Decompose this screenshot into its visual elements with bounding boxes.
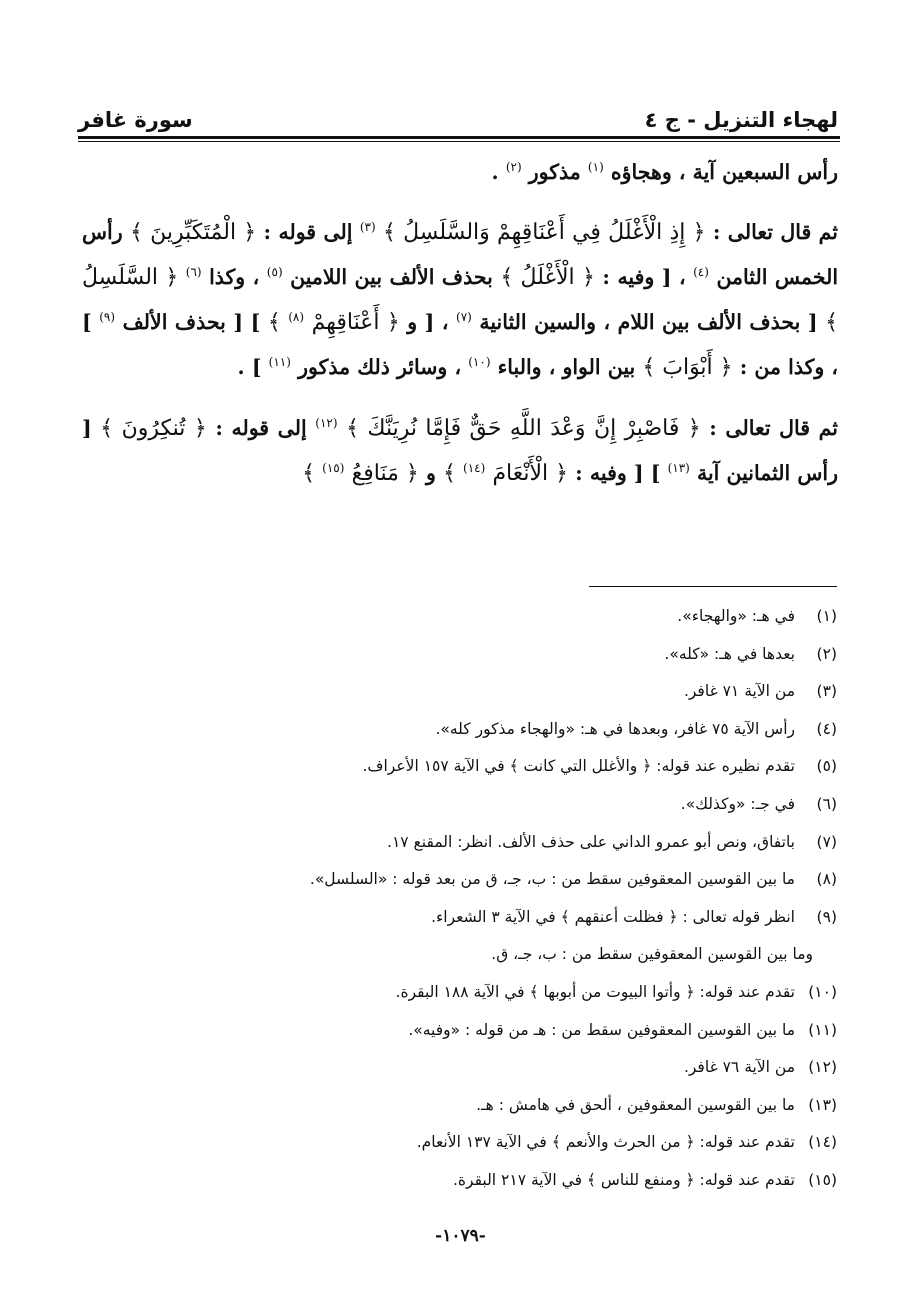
footnote-ref: (٥) <box>266 265 283 280</box>
text-run: و <box>425 461 436 485</box>
quran-quote: ﴿ مَنَافِعُ <box>351 461 419 486</box>
quran-quote: ﴿ فَاصْبِرْ إِنَّ وَعْدَ اللَّهِ حَقٌّ فَإِمَّا نُرِيَنَّكَ ﴾ <box>346 416 701 441</box>
footnote-item <box>117 1049 837 1087</box>
footnotes-list <box>117 598 837 1200</box>
footnote-text: ما بين القوسين المعقوفين سقط من : ب، جـ، ق من بعد قوله : «السلسل». <box>309 870 795 889</box>
footnote-text: رأس الآية ٧٥ غافر، وبعدها في هـ: «والهجاء مذكور كله». <box>435 719 795 738</box>
footnote-item <box>117 1124 837 1162</box>
footnote-text: انظر قوله تعالى : ﴿ فظلت أعنقهم ﴾ في الآية ٣ الشعراء. <box>431 907 795 926</box>
footnote-ref: (١٣) <box>667 461 690 476</box>
footnote-ref: (٤) <box>693 265 709 280</box>
footnote-text: ما بين القوسين المعقوفين ، ألحق في هامش : هـ. <box>476 1095 795 1114</box>
footnote-number: (٤) <box>816 719 837 738</box>
footnote-text: في هـ: «والهجاء». <box>677 607 795 625</box>
footnote-item <box>117 974 837 1012</box>
quran-quote: ﴿ الْأَغْلَلُ ﴾ <box>500 265 595 290</box>
footnote-number: (١) <box>816 607 837 625</box>
text-run: إلى قوله : <box>206 416 307 440</box>
footnote-number: (٩) <box>816 907 837 926</box>
footnote-ref: (١١) <box>268 355 291 370</box>
footnote-number: (١١) <box>808 1020 837 1039</box>
paragraph-1 <box>82 150 838 194</box>
footnote-number: (٥) <box>816 757 837 776</box>
text-run: مذكور <box>528 160 581 184</box>
footnote-number <box>813 936 855 974</box>
text-run: ، [ وفيه : <box>594 265 686 289</box>
footnote-text: ما بين القوسين المعقوفين سقط من : هـ من قوله : «وفيه». <box>408 1020 795 1039</box>
footnote-ref: (١٠) <box>468 355 491 370</box>
footnote-text: تقدم نظيره عند قوله: ﴿ والأغلل التي كانت ﴾ في الآية ١٥٧ الأعراف. <box>362 757 795 776</box>
footnote-item <box>117 1012 837 1050</box>
footnote-item <box>117 673 837 711</box>
quran-bracket: ﴾ <box>443 461 456 486</box>
footnote-number: (١٠) <box>808 982 837 1001</box>
footnote-text: تقدم عند قوله: ﴿ من الحرث والأنعم ﴾ في الآية ١٣٧ الأنعام. <box>416 1133 795 1152</box>
footnote-number: (٨) <box>816 870 837 889</box>
footnote-item <box>117 598 837 636</box>
footnote-continuation <box>117 936 855 974</box>
text-run: [ بحذف الألف بين اللام ، والسين الثانية <box>479 310 818 334</box>
footnote-ref: (١) <box>587 160 604 175</box>
text-run: ] [ بحذف الألف <box>122 310 261 334</box>
footnote-number: (٦) <box>816 794 837 813</box>
running-head <box>78 88 838 132</box>
footnote-item <box>117 748 837 786</box>
footnote-text: من الآية ٧١ غافر. <box>683 682 795 701</box>
footnote-text: باتفاق، ونص أبو عمرو الداني على حذف الألف. انظر: المقنع ١٧. <box>387 832 795 851</box>
quran-quote: ﴿ أَبْوَابَ ﴾ <box>642 355 733 380</box>
text-run: إلى قوله : <box>256 220 353 244</box>
main-text <box>82 150 838 512</box>
quran-bracket: ﴾ <box>267 310 281 335</box>
quran-quote: ﴿ أَعْنَاقِهِمْ <box>311 310 400 335</box>
footnote-number: (١٤) <box>808 1133 837 1152</box>
footnote-rule <box>589 586 837 587</box>
footnote-ref: (١٤) <box>463 461 486 476</box>
footnote-number: (١٥) <box>808 1170 837 1189</box>
footnote-text: من الآية ٧٦ غافر. <box>683 1058 795 1077</box>
text-run: ثم قال تعالى : <box>700 416 838 440</box>
text-run: ] . <box>237 355 262 379</box>
text-run: ، [ و <box>407 310 449 334</box>
footnote-text: وما بين القوسين المعقوفين سقط من : ب، جـ، ق. <box>491 945 813 964</box>
text-run: رأس السبعين آية ، وهجاؤه <box>610 160 838 184</box>
footnote-item <box>117 1087 837 1125</box>
quran-quote: ﴿ الْمُتَكَبِّرِينَ ﴾ <box>129 220 257 245</box>
footnote-ref: (٢) <box>505 160 522 175</box>
footnote-number: (١٢) <box>808 1058 837 1077</box>
quran-quote: ﴿ إِذِ الْأَغْلَلُ فِي أَعْنَاقِهِمْ وَالسَّلَسِلُ ﴾ <box>383 220 706 245</box>
text-run: بين الواو ، والباء <box>497 355 636 379</box>
text-run: ، وسائر ذلك مذكور <box>298 355 462 379</box>
footnote-item <box>117 1162 837 1200</box>
footnote-number: (٧) <box>816 832 837 851</box>
footnote-item <box>117 899 837 937</box>
quran-bracket: ﴾ <box>302 461 316 486</box>
footnote-item <box>117 711 837 749</box>
footnote-text: في جـ: «وكذلك». <box>680 794 795 813</box>
footnote-text: تقدم عند قوله: ﴿ ومنفع للناس ﴾ في الآية ٢١٧ البقرة. <box>452 1170 795 1189</box>
footnote-number: (٣) <box>816 682 837 701</box>
text-run: ] [ وفيه : <box>568 461 661 485</box>
text-run: بحذف الألف بين اللامين <box>290 265 493 289</box>
text-run: ، وكذا <box>209 265 260 289</box>
footnote-ref: (٨) <box>288 310 305 325</box>
text-run: [ رأس الثمانين آية <box>82 416 838 485</box>
footnote-ref: (٦) <box>185 265 202 280</box>
footnote-text: بعدها في هـ: «كله». <box>664 644 795 663</box>
surah-name: سورة غافر <box>78 108 193 132</box>
footnote-ref: (٧) <box>456 310 472 325</box>
footnote-number: (٢) <box>816 644 837 663</box>
footnote-item <box>117 636 837 674</box>
footnote-ref: (١٥) <box>322 461 345 476</box>
header-rule <box>78 136 840 142</box>
footnote-text: تقدم عند قوله: ﴿ وأتوا البيوت من أبوبها ﴾ في الآية ١٨٨ البقرة. <box>395 982 795 1001</box>
footnote-ref: (٣) <box>359 220 376 235</box>
footnote-item <box>117 824 837 862</box>
text-run: رأس الخمس الثامن <box>82 220 839 289</box>
footnote-ref: (١٢) <box>315 416 338 431</box>
footnote-item <box>117 786 837 824</box>
text-run: . <box>491 160 499 184</box>
quran-quote: ﴿ تُنكِرُونَ ﴾ <box>100 416 207 441</box>
footnote-number: (١٣) <box>808 1095 837 1114</box>
paragraph-3 <box>82 406 838 496</box>
text-run: ثم قال تعالى : <box>705 220 838 244</box>
text-run: ] ، وكذا من : <box>82 310 838 379</box>
quran-quote: ﴿ الْأَنْعَامَ <box>492 461 569 486</box>
page-number: -١٠٧٩- <box>435 1226 486 1246</box>
footnote-ref: (٩) <box>99 310 116 325</box>
quran-quote: ﴿ السَّلَسِلُ ﴾ <box>82 265 838 335</box>
book-title: لهجاء التنزيل - ج ٤ <box>644 108 838 132</box>
footnote-item <box>117 861 837 899</box>
paragraph-2 <box>82 210 838 390</box>
